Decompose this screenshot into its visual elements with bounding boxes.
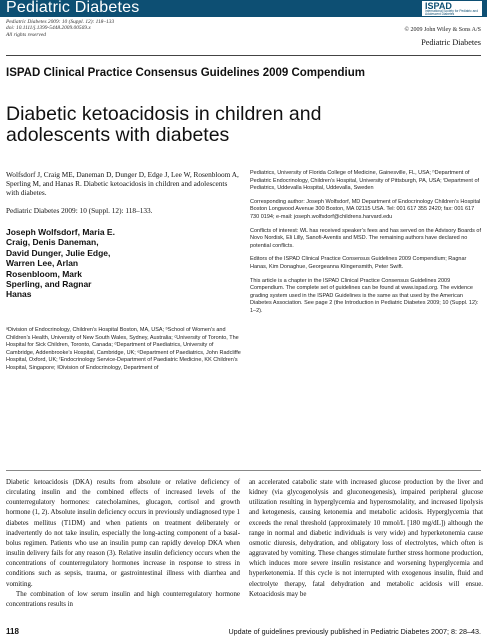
citation-text: Wolfsdorf J, Craig ME, Daneman D, Dunger D, Edge J, Lee W, Rosenbloom A, Sperling M, and Hanas R. Diabetic ketoacidosis in children and adolescents with diabetes. xyxy=(6,170,239,198)
body-paragraph: an accelerated catabolic state with increased glucose production by the liver and kidney (via glycogenolysis and gluconeogenesis), impaired peripheral glucose utilization resulting in hyperglycemia and hyperosmolality, and increased lipolysis and ketogenesis, causing ketonemia and metabolic acidosis. Hyperglycemia that exceeds the renal threshold (approximately 10 mmol/L [180 mg/dL]) although the range in normal and diabetic individuals is very wide) and hyperketonemia cause osmotic diuresis, dehydration, and obligatory loss of electrolytes, which often is aggravated by vomiting. These changes stimulate further stress hormone production, which induces more severe insulin resistance and worsening hyperglycemia and hyperketonemia. If this cycle is not interrupted with exogenous insulin, fluid and electrolyte therapy, fatal dehydration and metabolic acidosis will ensue. Ketoacidosis may be xyxy=(249,479,483,598)
meta-citation: Pediatric Diabetes 2009: 10 (Suppl. 12): 118–133 xyxy=(6,19,115,25)
body-column-right xyxy=(249,478,483,600)
affiliations: ᵃDivision of Endocrinology, Children’s Hospital Boston, MA, USA; ᵇSchool of Women’s and Children’s Health, University of New South Wales, Sydney, Australia; ᶜUniversity of Toronto, The Hospital for Sick Children, Toronto, Canada; ᵈDepartment of Paediatrics, University of Cambridge, Addenbrooke’s Hospital, Cambridge, UK; ᵉDepartment of Paediatrics, John Radcliffe Hospital, Oxford, UK; ᶠEndocrinology Service-Department of Paediatric Medicine, KK Children’s Hospital, Singapore; ᵍDivision of Endocrinology, Department of xyxy=(6,327,241,371)
header-divider xyxy=(6,55,481,56)
ispad-logo xyxy=(422,1,482,16)
author-list: Joseph Wolfsdorf, Maria E. Craig, Denis Daneman, David Dunger, Julie Edge, Warren Lee, Arlan Rosenbloom, Mark Sperling, and Ragnar Hanas xyxy=(6,227,115,300)
ispad-logo-text: ISPAD xyxy=(425,1,452,11)
ispad-logo-subtext: International Society for Pediatric and Adolescent Diabetes xyxy=(425,9,478,16)
article-meta xyxy=(6,19,114,38)
journal-name-right: Pediatric Diabetes xyxy=(421,38,481,47)
body-column-left xyxy=(6,478,240,610)
corresponding-author: Corresponding author: Joseph Wolfsdorf, MD Department of Endocrinology Children’s Hospital Boston Longwood Avenue 300 Boston, MA 02115 USA. Tel: 001 617 355 2420; fax: 001 617 730 0194; e-mail: joseph.wolfsdorf@childrens.harvard.edu xyxy=(250,198,481,220)
editors-note: Editors of the ISPAD Clinical Practice Consensus Guidelines 2009 Compendium; Ragnar Hanas, Kim Donaghue, Georgeanna Klingensmith, Peter Swift. xyxy=(250,256,467,270)
meta-rights: All rights reserved xyxy=(6,31,46,38)
citation-journal: Pediatric Diabetes 2009: 10 (Suppl. 12): 118–133. xyxy=(6,206,153,215)
journal-name: Pediatric Diabetes xyxy=(6,0,140,16)
compendium-title: ISPAD Clinical Practice Consensus Guidelines 2009 Compendium xyxy=(6,67,365,79)
body-paragraph: The combination of low serum insulin and high counterregulatory hormone concentrations results in xyxy=(6,590,240,608)
article-title: Diabetic ketoacidosis in children and adolescents with diabetes xyxy=(6,103,322,146)
journal-header-bar xyxy=(0,0,487,17)
chapter-note: This article is a chapter in the ISPAD Clinical Practice Consensus Guidelines 2009 Compendium. The complete set of guidelines can be found at www.ispad.org. The evidence grading system used in the ISPAD Guidelines is the same as that used by the American Diabetes Association. See page 2 (the Introduction in Pediatric Diabetes 2009; 10 (Suppl. 12): 1–2). xyxy=(250,277,479,314)
article-notes-column xyxy=(250,170,482,322)
copyright-notice: © 2009 John Wiley & Sons A/S xyxy=(404,27,481,33)
section-divider xyxy=(6,470,481,471)
affiliations-continued: Pediatrics, University of Florida College of Medicine, Gainesville, FL, USA; ʰDepartment of Pediatric Endocrinology, Children’s Hospital, University of Pittsburgh, PA, USA; ⁱDepartment of Pediatrics, Uddevalla Hospital, Uddevalla, Sweden xyxy=(250,170,480,192)
meta-doi: doi: 10.1111/j.1399-5448.2009.00569.x xyxy=(6,25,91,32)
body-paragraph: Diabetic ketoacidosis (DKA) results from absolute or relative deficiency of circulating insulin and the combined effects of increased levels of the counterregulatory hormones: catecholamines, glucagon, cortisol and growth hormone (1, 2). Absolute insulin deficiency occurs in previously undiagnosed type 1 diabetes mellitus (T1DM) and when patients on treatment deliberately or inadvertently do not take insulin, especially the long-acting component of a basal-bolus regimen. Patients who use an insulin pump can rapidly develop DKA when insulin delivery fails for any reason (3). Relative insulin deficiency occurs when the concentrations of counterregulatory hormones increase in response to stress in conditions such as sepsis, trauma, or gastrointestinal illness with diarrhea and vomiting. xyxy=(6,479,240,588)
footer-note: Update of guidelines previously published in Pediatric Diabetes 2007; 8: 28–43. xyxy=(228,627,481,636)
conflicts-of-interest: Conflicts of interest: WL has received speaker’s fees and has served on the Advisory Boards of Novo Nordisk, Eli Lilly, Sanofi-Aventis and MSD. The remaining authors have declared no potential conflicts. xyxy=(250,227,482,249)
page-number: 118 xyxy=(6,627,19,636)
